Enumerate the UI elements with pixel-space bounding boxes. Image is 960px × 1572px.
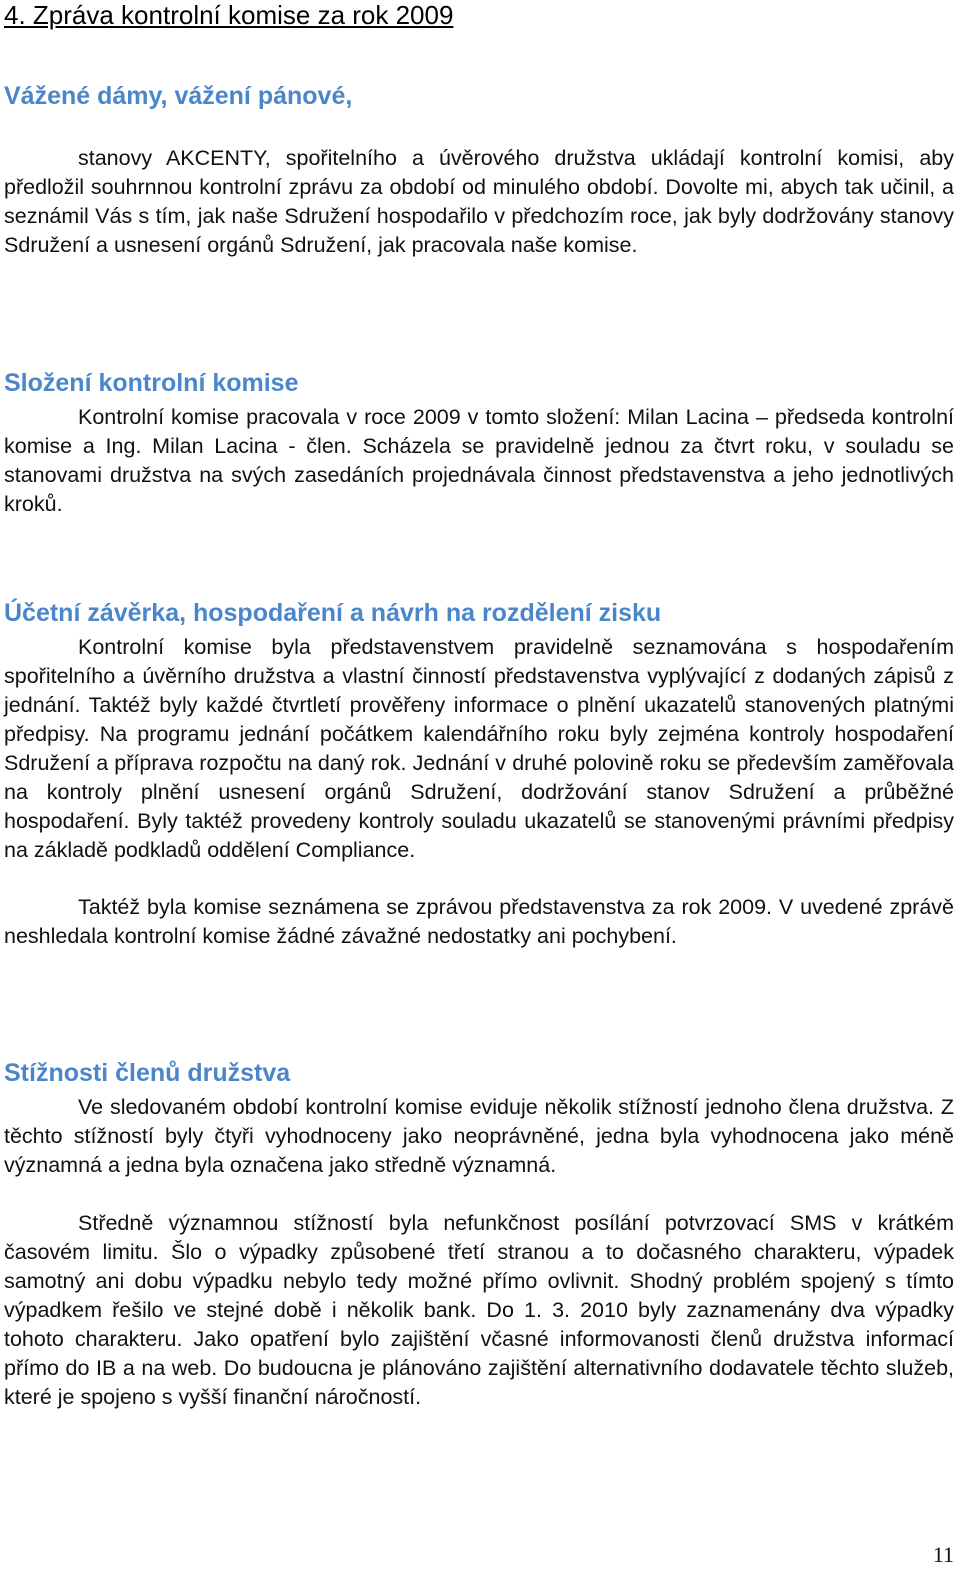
section-paragraph: Středně významnou stížností byla nefunkčnost posílání potvrzovací SMS v krátkém časovém limitu. Šlo o výpadky způsobené třetí stranou a to dočasného charakteru, výpadek samotný ani dobu výpadku nebylo tedy možné přímo ovlivnit. Shodný problém spojený s tímto výpadkem řešilo ve stejné době i několik bank. Do 1. 3. 2010 byly zaznamenány dva výpadky tohoto charakteru. Jako opatření bylo zajištění včasné informovanosti členů družstva informací přímo do IB a na web. Do budoucna je plánováno zajištění alternativního dodavatele těchto služeb, které je spojeno s vyšší finanční náročností.: [4, 1211, 954, 1409]
section-paragraph: Ve sledovaném období kontrolní komise eviduje několik stížností jednoho člena družstva. Z těchto stížností byly čtyři vyhodnoceny jako neoprávněné, jedna byla vyhodnocena jako méně významná a jedna byla označena jako středně významná.: [4, 1095, 954, 1177]
greeting: Vážené dámy, vážení pánové,: [4, 82, 353, 110]
intro-paragraph: stanovy AKCENTY, spořitelního a úvěrového družstva ukládají kontrolní komisi, aby předložil souhrnnou kontrolní zprávu za období od minulého období. Dovolte mi, abych tak učinil, a seznámil Vás s tím, jak naše Sdružení hospodařilo v předchozím roce, jak byly dodržovány stanovy Sdružení a usnesení orgánů Sdružení, jak pracovala naše komise.: [4, 146, 954, 257]
page-number: 11: [932, 1542, 954, 1567]
section-heading-composition: Složení kontrolní komise: [4, 369, 299, 397]
section-paragraph: Kontrolní komise pracovala v roce 2009 v tomto složení: Milan Lacina – předseda kontrolní komise a Ing. Milan Lacina - člen. Scházela se pravidelně jednou za čtvrt roku, v souladu se stanovami družstva na svých zasedáních projednávala činnost představenstva a jeho jednotlivých kroků.: [4, 405, 954, 516]
page-title: 4. Zpráva kontrolní komise za rok 2009: [4, 0, 454, 30]
section-heading-accounts: Účetní závěrka, hospodaření a návrh na rozdělení zisku: [4, 599, 662, 627]
section-paragraph: Kontrolní komise byla představenstvem pravidelně seznamována s hospodařením spořitelního a úvěrního družstva a vlastní činností představenstva vyplývající z dodaných zápisů z jednání. Taktéž byly každé čtvrtletí prověřeny informace o plnění ukazatelů stanovených platnými předpisy. Na programu jednání počátkem kalendářního roku byly zejména kontroly hospodaření Sdružení a příprava rozpočtu na daný rok. Jednání v druhé polovině roku se především zaměřovala na kontroly plnění usnesení orgánů Sdružení, dodržování stanov Sdružení a průběžné hospodaření. Byly taktéž provedeny kontroly souladu ukazatelů se stanovenými právními předpisy na základě podkladů oddělení Compliance.: [4, 635, 954, 862]
section-heading-complaints: Stížnosti členů družstva: [4, 1059, 291, 1087]
section-paragraph: Taktéž byla komise seznámena se zprávou představenstva za rok 2009. V uvedené zprávě neshledala kontrolní komise žádné závažné nedostatky ani pochybení.: [4, 895, 954, 948]
